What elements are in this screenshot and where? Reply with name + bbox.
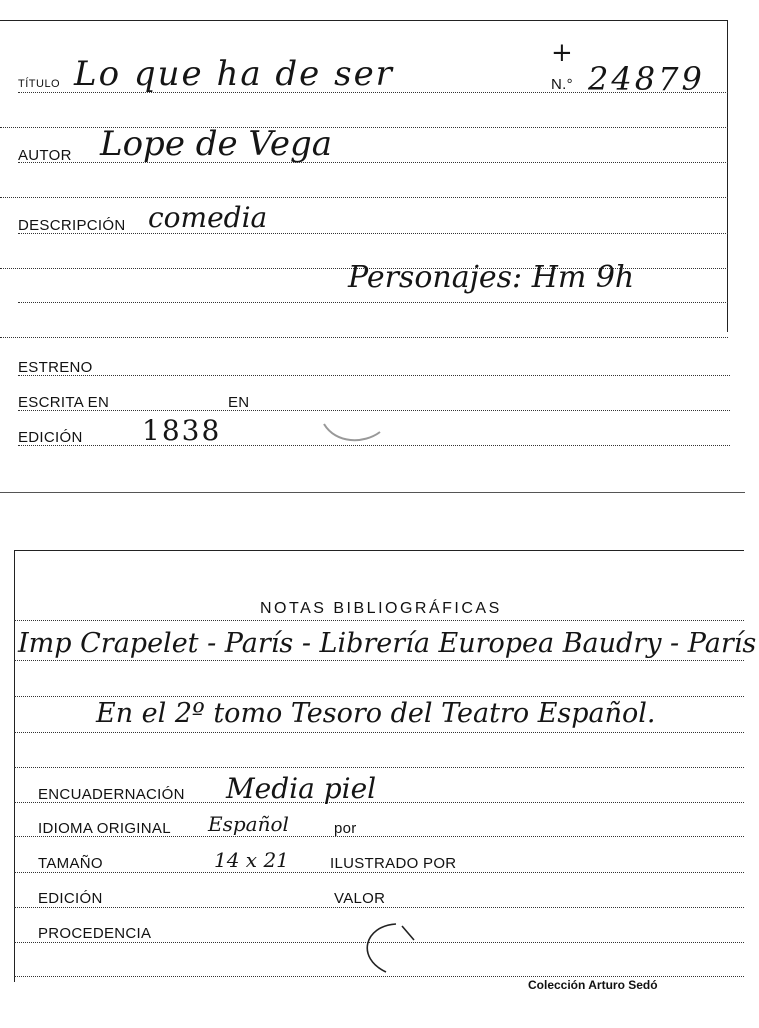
rule-notas-5	[14, 767, 744, 768]
rule-descripcion	[0, 197, 728, 198]
rule-edicion-2	[14, 907, 744, 908]
smudge-mark	[318, 410, 388, 446]
value-descripcion: comedia	[148, 201, 268, 234]
card-top-right-edge	[727, 20, 728, 332]
collection-footer: Colección Arturo Sedó	[528, 978, 658, 992]
value-tamano: 14 x 21	[214, 848, 289, 872]
stray-curve-mark	[356, 918, 426, 978]
notas-heading: NOTAS BIBLIOGRÁFICAS	[260, 600, 502, 617]
note-line-2: En el 2º tomo Tesoro del Teatro Español.	[96, 698, 656, 729]
label-edicion: EDICIÓN	[18, 429, 83, 446]
rule-tamano	[14, 872, 744, 873]
label-estreno: ESTRENO	[18, 359, 93, 376]
rule-notas-2	[14, 660, 744, 661]
value-titulo: Lo que ha de ser	[74, 54, 394, 94]
value-cross-mark: +	[551, 38, 573, 68]
label-ilustrado-por: ILUSTRADO POR	[330, 855, 457, 872]
label-numero: N.°	[551, 76, 573, 93]
label-valor: VALOR	[334, 890, 386, 907]
value-encuadernacion: Media piel	[226, 772, 377, 805]
rule-notas-1	[14, 620, 744, 621]
label-tamano: TAMAÑO	[38, 855, 103, 872]
card-divider	[0, 492, 745, 493]
label-escrita-en: ESCRITA EN	[18, 394, 110, 411]
rule-estreno	[18, 375, 730, 376]
value-personajes: Personajes: Hm 9h	[348, 260, 635, 295]
label-descripcion: DESCRIPCIÓN	[18, 217, 126, 234]
label-titulo: TÍTULO	[18, 78, 61, 90]
card-bottom-left-edge	[14, 550, 15, 982]
card-top-border	[0, 20, 728, 21]
rule-personajes	[18, 302, 728, 303]
rule-notas-3	[14, 696, 744, 697]
value-idioma-original: Español	[208, 812, 289, 836]
label-encuadernacion: ENCUADERNACIÓN	[38, 786, 185, 803]
value-edicion: 1838	[142, 414, 222, 447]
label-procedencia: PROCEDENCIA	[38, 925, 152, 942]
card-bottom-border	[14, 550, 744, 551]
label-autor: AUTOR	[18, 147, 72, 164]
catalog-card-top	[0, 0, 759, 492]
label-por: por	[334, 820, 357, 837]
rule-notas-4	[14, 732, 744, 733]
value-numero: 24879	[588, 60, 705, 98]
catalog-card-bottom	[0, 500, 759, 1028]
note-line-1: Imp Crapelet - París - Librería Europea Baudry - París	[18, 628, 757, 659]
rule-blank-2	[0, 337, 728, 338]
label-idioma-original: IDIOMA ORIGINAL	[38, 820, 171, 837]
value-autor: Lope de Vega	[100, 124, 333, 164]
label-en: EN	[228, 394, 250, 411]
label-edicion-bottom: EDICIÓN	[38, 890, 103, 907]
